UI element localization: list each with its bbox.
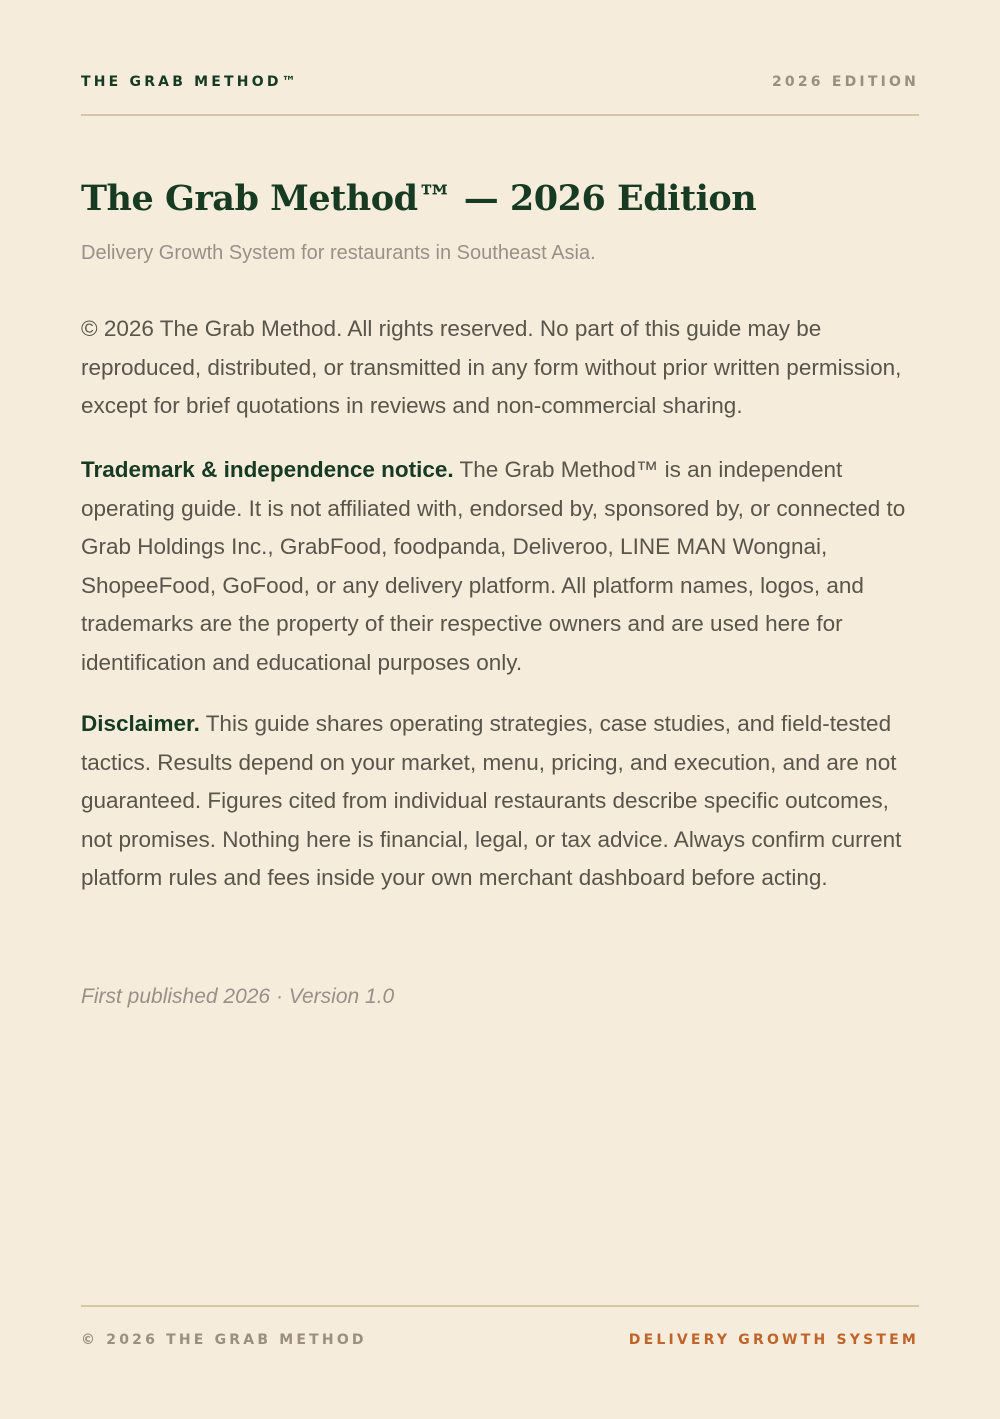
footer-tagline: DELIVERY GROWTH SYSTEM xyxy=(628,1332,919,1348)
trademark-paragraph xyxy=(81,451,920,682)
copyright-text: © 2026 The Grab Method. All rights reserved. No part of this guide may be reproduced, distributed, or transmitted in any form without prior written permission, except for brief quotations in reviews and non-commercial sharing. xyxy=(81,316,902,418)
disclaimer-paragraph xyxy=(81,705,920,898)
header-edition: 2026 EDITION xyxy=(771,74,919,90)
header-brand: THE GRAB METHOD™ xyxy=(81,74,299,90)
publication-info: First published 2026 · Version 1.0 xyxy=(81,985,395,1008)
disclaimer-heading: Disclaimer. xyxy=(81,711,200,736)
page-subtitle: Delivery Growth System for restaurants in Southeast Asia. xyxy=(81,242,596,264)
header-divider xyxy=(81,114,919,116)
copyright-paragraph xyxy=(81,310,920,426)
page-header xyxy=(81,72,919,92)
trademark-heading: Trademark & independence notice. xyxy=(81,457,454,482)
trademark-text: The Grab Method™ is an independent operating guide. It is not affiliated with, endorsed by, sponsored by, or connected to Grab Holdings Inc., GrabFood, foodpanda, Deliveroo, LINE MAN Wongnai, ShopeeFood, GoFood, or any delivery platform. All platform names, logos, and trademarks are the property of their respective owners and are used here for identification and educational purposes only. xyxy=(81,457,906,675)
page-footer xyxy=(81,1330,919,1350)
page-title: The Grab Method™ — 2026 Edition xyxy=(81,178,757,219)
footer-copyright: © 2026 THE GRAB METHOD xyxy=(81,1332,367,1348)
disclaimer-text: This guide shares operating strategies, case studies, and field-tested tactics. Results depend on your market, menu, pricing, and execution, and are not guaranteed. Figures cited from individual restaurants describe specific outcomes, not promises. Nothing here is financial, legal, or tax advice. Always confirm current platform rules and fees inside your own merchant dashboard before acting. xyxy=(81,711,902,890)
footer-divider xyxy=(81,1305,919,1307)
